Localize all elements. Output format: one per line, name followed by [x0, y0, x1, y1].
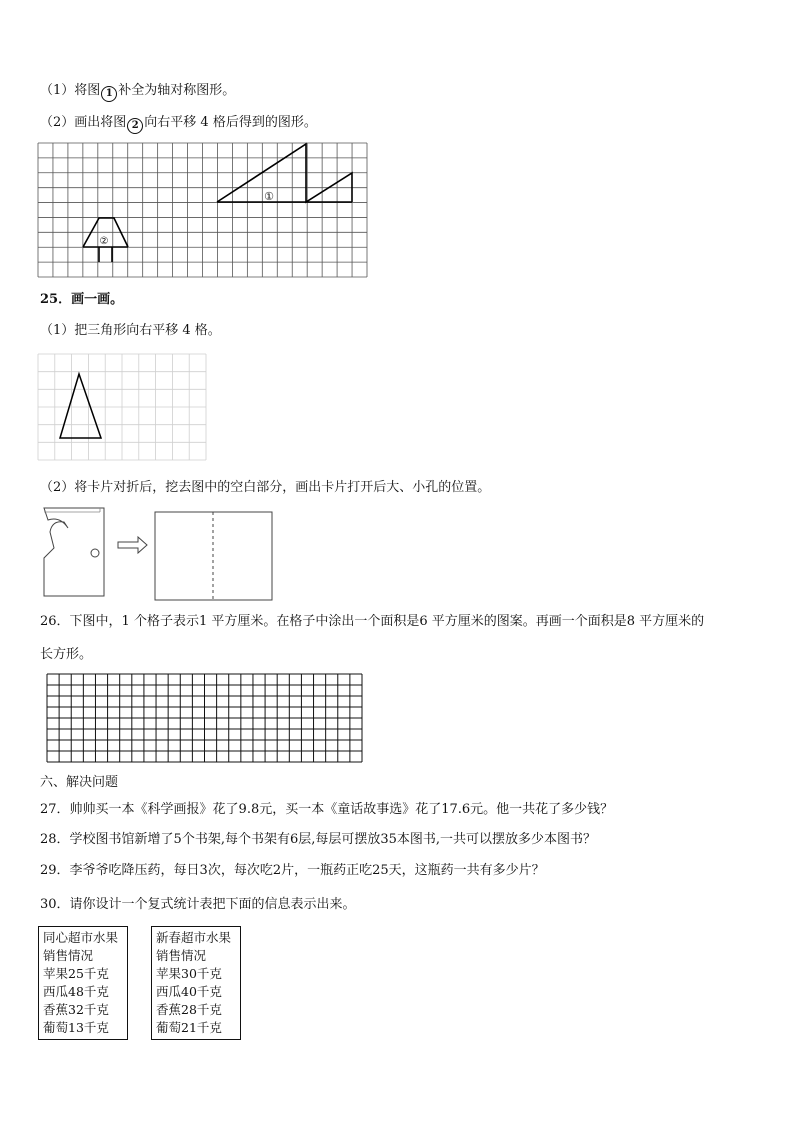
store2-line: 苹果30千克	[156, 966, 222, 981]
q29: 29．李爷爷吃降压药，每日3次，每次吃2片，一瓶药正吃25天，这瓶药一共有多少片？	[40, 863, 545, 878]
q26-line2: 长方形。	[40, 647, 93, 662]
store2-box	[151, 926, 241, 1040]
store2-line: 新春超市水果	[156, 930, 232, 945]
figure-2-symbol: 2	[127, 118, 143, 134]
q24-part1-prefix: （1）将图	[40, 83, 101, 98]
q26-line1: 26．下图中，1 个格子表示1 平方厘米。在格子中涂出一个面积是6 平方厘米的图案。再画一个面积是8 平方厘米的	[40, 614, 705, 629]
q28: 28．学校图书馆新增了5个书架,每个书架有6层,每层可摆放35本图书,一共可以摆放多少本图书？	[40, 832, 597, 847]
q24-part1-suffix: 补全为轴对称图形。	[118, 83, 236, 98]
q24-part2-suffix: 向右平移 4 格后得到的图形。	[144, 115, 317, 130]
q24-part2-prefix: （2）画出将图	[40, 115, 127, 130]
figure-2-label: ②	[99, 236, 109, 247]
store1-line: 同心超市水果	[43, 930, 119, 945]
figure-1-label: ①	[264, 190, 274, 203]
q26-grid-lines	[47, 674, 362, 762]
store1-line: 苹果25千克	[43, 966, 109, 981]
store2-line: 西瓜40千克	[156, 984, 222, 999]
q27: 27．帅帅买一本《科学画报》花了9.8元，买一本《童话故事选》花了17.6元。他一共花了多少钱？	[40, 802, 614, 817]
q25-title: 25．画一画。	[40, 292, 124, 307]
q30: 30．请你设计一个复式统计表把下面的信息表示出来。	[40, 897, 356, 912]
section6-title: 六、解决问题	[40, 775, 119, 790]
store2-line: 葡萄21千克	[156, 1020, 222, 1035]
store1-line: 销售情况	[43, 948, 94, 963]
store2-line: 香蕉28千克	[156, 1002, 222, 1017]
store1-box	[38, 926, 128, 1040]
q25-part1: （1）把三角形向右平移 4 格。	[40, 323, 221, 338]
store1-line: 香蕉32千克	[43, 1002, 109, 1017]
store2-line: 销售情况	[156, 948, 207, 963]
store1-line: 西瓜48千克	[43, 984, 109, 999]
q25-part2: （2）将卡片对折后，挖去图中的空白部分，画出卡片打开后大、小孔的位置。	[40, 480, 491, 495]
figure-1-symbol: 1	[101, 86, 117, 102]
store1-line: 葡萄13千克	[43, 1020, 109, 1035]
